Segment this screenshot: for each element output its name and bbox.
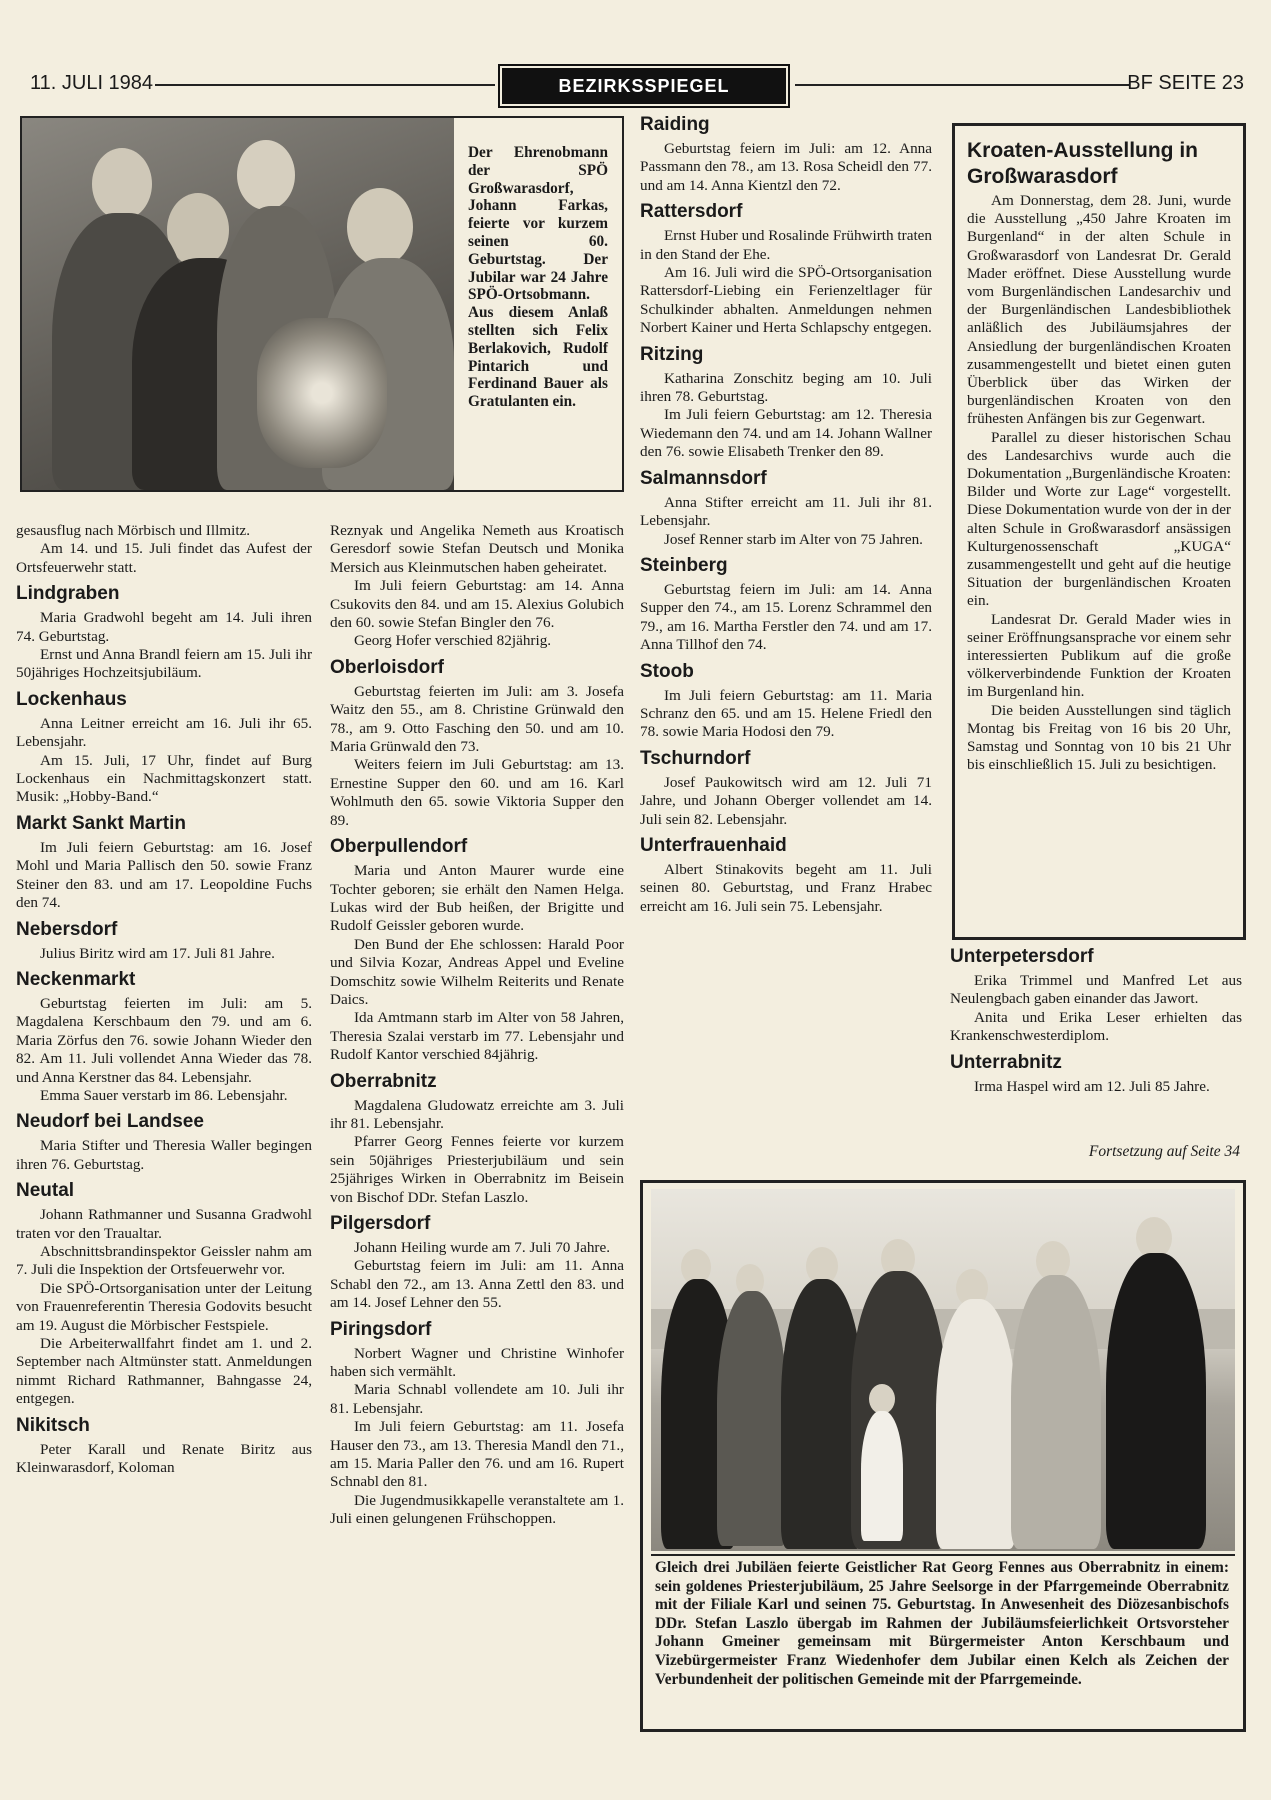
news-paragraph: Geburtstag feiern im Juli: am 11. Anna Schabl den 72., am 13. Anna Zettl den 83. und am 14. Josef Lehner den 55. (330, 1257, 624, 1312)
news-paragraph: Josef Renner starb im Alter von 75 Jahren. (664, 530, 923, 548)
section-title: BEZIRKSSPIEGEL (502, 68, 786, 104)
news-paragraph: Johann Rathmanner und Susanna Gradwohl traten vor den Traualtar. (16, 1206, 312, 1242)
caption-divider (651, 1554, 1235, 1556)
news-paragraph: Reznyak und Angelika Nemeth aus Kroatisch Geresdorf sowie Stefan Deutsch und Monika Mersich aus Kleinmutschen haben geheiratet. (330, 522, 624, 576)
news-paragraph: Katharina Zonschitz beging am 10. Juli ihren 78. Geburtstag. (640, 369, 932, 406)
header-rule-right (795, 84, 1130, 86)
news-paragraph: Maria und Anton Maurer wurde eine Tochter geboren; sie erhält den Namen Helga. Lukas wird der Bub heißen, der Brigitte und Rudolf Geissler geboren wurde. (330, 862, 624, 935)
news-paragraph: Geburtstag feierten im Juli: am 3. Josefa Waitz den 55., am 8. Christine Grünwald den 78., am 9. Otto Fasching den 50. und am 10. Maria Grünwald den 73. (330, 682, 624, 756)
place-heading: Stoob (640, 660, 694, 682)
place-heading: Oberrabnitz (330, 1070, 437, 1092)
photo-2-caption: Gleich drei Jubiläen feierte Geistlicher Rat Georg Fennes aus Oberrabnitz in einem: sein goldenes Priesterjubiläum, 25 Jahre Seelsorge in der Pfarrgemeinde Oberrabnitz mit der Filiale Karl und seinen 75. Geburtstag. In Anwesenheit des Diözesanbischofs DDr. Stefan Laszlo übergab im Rahmen der Jubiläumsfeierlichkeit Ortsvorsteher Johann Gmeiner gemeinsam mit Bürgermeister Anton Kerschbaum und Vizebürgermeister Franz Wiedenhofer dem Jubilar einen Kelch als Zeichen der Verbundenheit der politischen Gemeinde mit der Pfarrgemeinde. (655, 1559, 1229, 1688)
place-heading: Neutal (16, 1180, 75, 1202)
news-paragraph: Am 15. Juli, 17 Uhr, findet auf Burg Lockenhaus ein Nachmittagskonzert statt. Musik: „Hobby-Band.“ (16, 751, 312, 806)
news-paragraph: Anna Leitner erreicht am 16. Juli ihr 65. Lebensjahr. (16, 714, 312, 751)
place-heading: Lockenhaus (16, 688, 127, 710)
news-paragraph: Erika Trimmel und Manfred Let aus Neulengbach gaben einander das Jawort. (950, 972, 1242, 1008)
news-paragraph: Weiters feiern im Juli Geburtstag: am 13. Ernestine Supper den 60. und am 16. Karl Wohlmuth den 65. sowie Viktoria Supper den 89. (330, 756, 624, 829)
news-paragraph: Im Juli feiern Geburtstag: am 16. Josef Mohl und Maria Pallisch den 50. sowie Franz Steiner den 83. und am 17. Leopoldine Fuchs den 74. (16, 838, 312, 912)
place-heading: Ritzing (640, 343, 704, 365)
news-paragraph: Pfarrer Georg Fennes feierte vor kurzem sein 50jähriges Priesterjubiläum und sein 25jähriges Wirken in Oberrabnitz im Beisein von Bischof DDr. Stefan Laszlo. (330, 1133, 624, 1206)
news-paragraph: Maria Schnabl vollendete am 10. Juli ihr 81. Lebensjahr. (330, 1381, 624, 1417)
place-heading: Salmannsdorf (640, 467, 767, 489)
person-head (92, 148, 152, 220)
news-paragraph: Julius Biritz wird am 17. Juli 81 Jahre. (40, 944, 275, 962)
news-paragraph: Peter Karall und Renate Biritz aus Kleinwarasdorf, Koloman (16, 1440, 312, 1477)
news-paragraph: Emma Sauer verstarb im 86. Lebensjahr. (40, 1086, 288, 1104)
news-paragraph: Anita und Erika Leser erhielten das Krankenschwesterdiplom. (950, 1008, 1242, 1045)
person-body (1011, 1275, 1101, 1549)
news-paragraph: Johann Heiling wurde am 7. Juli 70 Jahre. (354, 1239, 611, 1256)
kroaten-body (967, 192, 1231, 775)
gift-basket (257, 318, 387, 468)
news-paragraph: Im Juli feiern Geburtstag: am 11. Josefa Hauser den 73., am 13. Theresia Mandl den 71., am 15. Maria Paller den 76. und am 16. Rupert Schnabl den 81. (330, 1418, 624, 1491)
place-heading: Nikitsch (16, 1414, 90, 1436)
news-paragraph: Die Arbeiterwallfahrt findet am 1. und 2. September nach Altmünster statt. Anmeldungen nimmt Richard Rathmanner, Bahngasse 24, entgegen. (16, 1335, 312, 1408)
news-paragraph: Ernst und Anna Brandl feiern am 15. Juli ihr 50jähriges Hochzeitsjubiläum. (16, 646, 312, 682)
place-heading: Steinberg (640, 554, 728, 576)
news-paragraph: Georg Hofer verschied 82jährig. (354, 632, 552, 650)
news-paragraph: Die Jugendmusikkapelle veranstaltete am 1. Juli einen gelungenen Frühschoppen. (330, 1491, 624, 1528)
news-paragraph: Geburtstag feierten im Juli: am 5. Magdalena Kerschbaum den 79. und am 6. Maria Zörfus den 76. sowie Johann Wieder den 82. Am 11. Juli vollendet Anna Wieder das 78. und Anna Kerstner das 84. Lebensjahr. (16, 994, 312, 1086)
news-paragraph: gesausflug nach Mörbisch und Illmitz. (16, 522, 251, 539)
birthday-photo (22, 118, 454, 490)
news-paragraph: Am 14. und 15. Juli findet das Aufest der Ortsfeuerwehr statt. (16, 540, 312, 576)
kroaten-paragraph: Parallel zu dieser historischen Schau des Landesarchivs wurde auch die Dokumentation „Burgenländische Kroaten: Bilder und Worte zur Lage“ vorgestellt. Diese Dokumentation wurde von der in der alten Schule in Großwarasdorf ansässigen Kulturgenossenschaft „KUGA“ zusammengestellt und geht auf die heutige Situation der burgenländischen Kroaten ein. (967, 428, 1231, 610)
news-paragraph: Geburtstag feiern im Juli: am 14. Anna Supper den 74., am 15. Lorenz Schrammel den 79., am 16. Martha Ferstler den 74. und am 17. Anna Tillhof den 74. (640, 580, 932, 654)
news-paragraph: Anna Stifter erreicht am 11. Juli ihr 81. Lebensjahr. (640, 493, 932, 530)
news-paragraph: Abschnittsbrandinspektor Geissler nahm am 7. Juli die Inspektion der Ortsfeuerwehr vor. (16, 1242, 312, 1279)
news-paragraph: Ernst Huber und Rosalinde Frühwirth traten in den Stand der Ehe. (640, 227, 932, 263)
news-paragraph: Geburtstag feiern im Juli: am 12. Anna Passmann den 78., am 13. Rosa Scheidl den 77. und am 14. Anna Kientzl den 72. (640, 140, 932, 194)
place-heading: Markt Sankt Martin (16, 812, 186, 834)
priest-figure (936, 1299, 1016, 1549)
place-heading: Unterpetersdorf (950, 946, 1094, 967)
place-heading: Tschurndorf (640, 747, 751, 769)
kroaten-title: Kroaten-Ausstellung in Großwarasdorf (967, 139, 1199, 188)
person-head (347, 188, 413, 266)
kroaten-paragraph: Am Donnerstag, dem 28. Juni, wurde die Ausstellung „450 Jahre Kroaten im Burgenland“ in der alten Schule in Großwarasdorf von Landesrat Dr. Gerald Mader eröffnet. Diese Ausstellung wurde vom Burgenländischen Landesarchiv und der Burgenländischen Landesbibliothek anläßlich des Jubiläumsjahres der Ansiedlung der burgenländischen Kroaten zusammengestellt und bietet einen guten Überblick über das Wirken der burgenländischen Kroaten von den frühesten Anfängen bis zur Gegenwart. (967, 192, 1231, 428)
place-heading: Piringsdorf (330, 1318, 432, 1340)
place-heading: Oberpullendorf (330, 836, 468, 858)
continuation-note: Fortsetzung auf Seite 34 (1088, 1143, 1240, 1160)
place-heading: Oberloisdorf (330, 656, 445, 678)
place-heading: Neudorf bei Landsee (16, 1111, 204, 1133)
news-paragraph: Irma Haspel wird am 12. Juli 85 Jahre. (974, 1077, 1210, 1095)
place-heading: Lindgraben (16, 583, 120, 605)
news-paragraph: Die SPÖ-Ortsorganisation unter der Leitung von Frauenreferentin Theresia Godovits besucht am 19. August die Mörbischer Festspiele. (16, 1279, 312, 1334)
news-paragraph: Den Bund der Ehe schlossen: Harald Poor und Silvia Kozar, Andreas Appel und Eveline Domschitz sowie Wilhelm Reiterits und Renate Daics. (330, 935, 624, 1008)
column-2 (330, 522, 624, 1529)
kroaten-paragraph: Die beiden Ausstellungen sind täglich Montag bis Freitag von 16 bis 20 Uhr, Samstag und Sonntag von 10 bis 21 Uhr bis einschließlich 15. Juli zu besichtigen. (967, 701, 1231, 774)
news-paragraph: Norbert Wagner und Christine Winhofer haben sich vermählt. (330, 1344, 624, 1381)
place-heading: Unterfrauenhaid (640, 834, 787, 856)
place-heading: Neckenmarkt (16, 968, 136, 990)
place-heading: Raiding (640, 114, 710, 135)
person-body (717, 1291, 787, 1546)
jubilee-photo (651, 1189, 1235, 1551)
column-3 (640, 114, 932, 916)
news-paragraph: Magdalena Gludowatz erreichte am 3. Juli ihr 81. Lebensjahr. (330, 1096, 624, 1132)
person-body (1106, 1253, 1206, 1549)
header-rule-left (155, 84, 495, 86)
news-paragraph: Maria Stifter und Theresia Waller begingen ihren 76. Geburtstag. (16, 1137, 312, 1173)
person-head (237, 140, 295, 210)
column-1 (16, 522, 312, 1477)
column-4 (950, 946, 1242, 1096)
place-heading: Pilgersdorf (330, 1213, 431, 1234)
news-paragraph: Josef Paukowitsch wird am 12. Juli 71 Jahre, und Johann Oberger vollendet am 14. Juli sein 82. Lebensjahr. (640, 773, 932, 828)
issue-date: 11. JULI 1984 (30, 72, 154, 94)
page-number: BF SEITE 23 (1127, 72, 1244, 94)
news-paragraph: Ida Amtmann starb im Alter von 58 Jahren, Theresia Szalai verstarb im 77. Lebensjahr und Rudolf Kantor verschied 84jährig. (330, 1009, 624, 1064)
news-paragraph: Am 16. Juli wird die SPÖ-Ortsorganisation Rattersdorf-Liebing ein Ferienzeltlager für Schulkinder abhalten. Anmeldungen nehmen Norbert Kainer und Herta Schlapschy entgegen. (640, 264, 932, 337)
child-figure (861, 1411, 903, 1541)
kroaten-box (952, 123, 1246, 940)
news-paragraph: Im Juli feiern Geburtstag: am 11. Maria Schranz den 65. und am 15. Helene Friedl den 78. sowie Maria Hodosi den 79. (640, 686, 932, 741)
place-heading: Unterrabnitz (950, 1051, 1062, 1073)
place-heading: Nebersdorf (16, 918, 118, 940)
place-heading: Rattersdorf (640, 201, 743, 223)
photo-2-frame (640, 1180, 1246, 1732)
news-paragraph: Im Juli feiern Geburtstag: am 12. Theresia Wiedemann den 74. und am 14. Johann Wallner den 76. sowie Elisabeth Trenker den 89. (640, 406, 932, 461)
photo-1-caption: Der Ehrenobmann der SPÖ Großwarasdorf, Johann Farkas, feierte vor kurzem seinen 60. Geburtstag. Der Jubilar war 24 Jahre SPÖ-Ortsobmann. Aus diesem Anlaß stellten sich Felix Berlakovich, Rudolf Pintarich und Ferdinand Bauer als Gratulanten ein. (468, 144, 608, 411)
news-paragraph: Maria Gradwohl begeht am 14. Juli ihren 74. Geburtstag. (16, 609, 312, 645)
kroaten-paragraph: Landesrat Dr. Gerald Mader wies in seiner Eröffnungsansprache vor einem sehr interessierten Publikum auf die große völkerverbindende Funktion der Kroaten im Burgenland hin. (967, 610, 1231, 701)
photo-1-frame (20, 116, 624, 492)
child-head (869, 1384, 895, 1414)
news-paragraph: Albert Stinakovits begeht am 11. Juli seinen 80. Geburtstag, und Franz Hrabec erreicht am 16. Juli sein 75. Lebensjahr. (640, 860, 932, 915)
news-paragraph: Im Juli feiern Geburtstag: am 14. Anna Csukovits den 84. und am 15. Alexius Golubich den 60. sowie Stefan Bingler den 76. (330, 577, 624, 632)
page-header (20, 68, 1250, 108)
